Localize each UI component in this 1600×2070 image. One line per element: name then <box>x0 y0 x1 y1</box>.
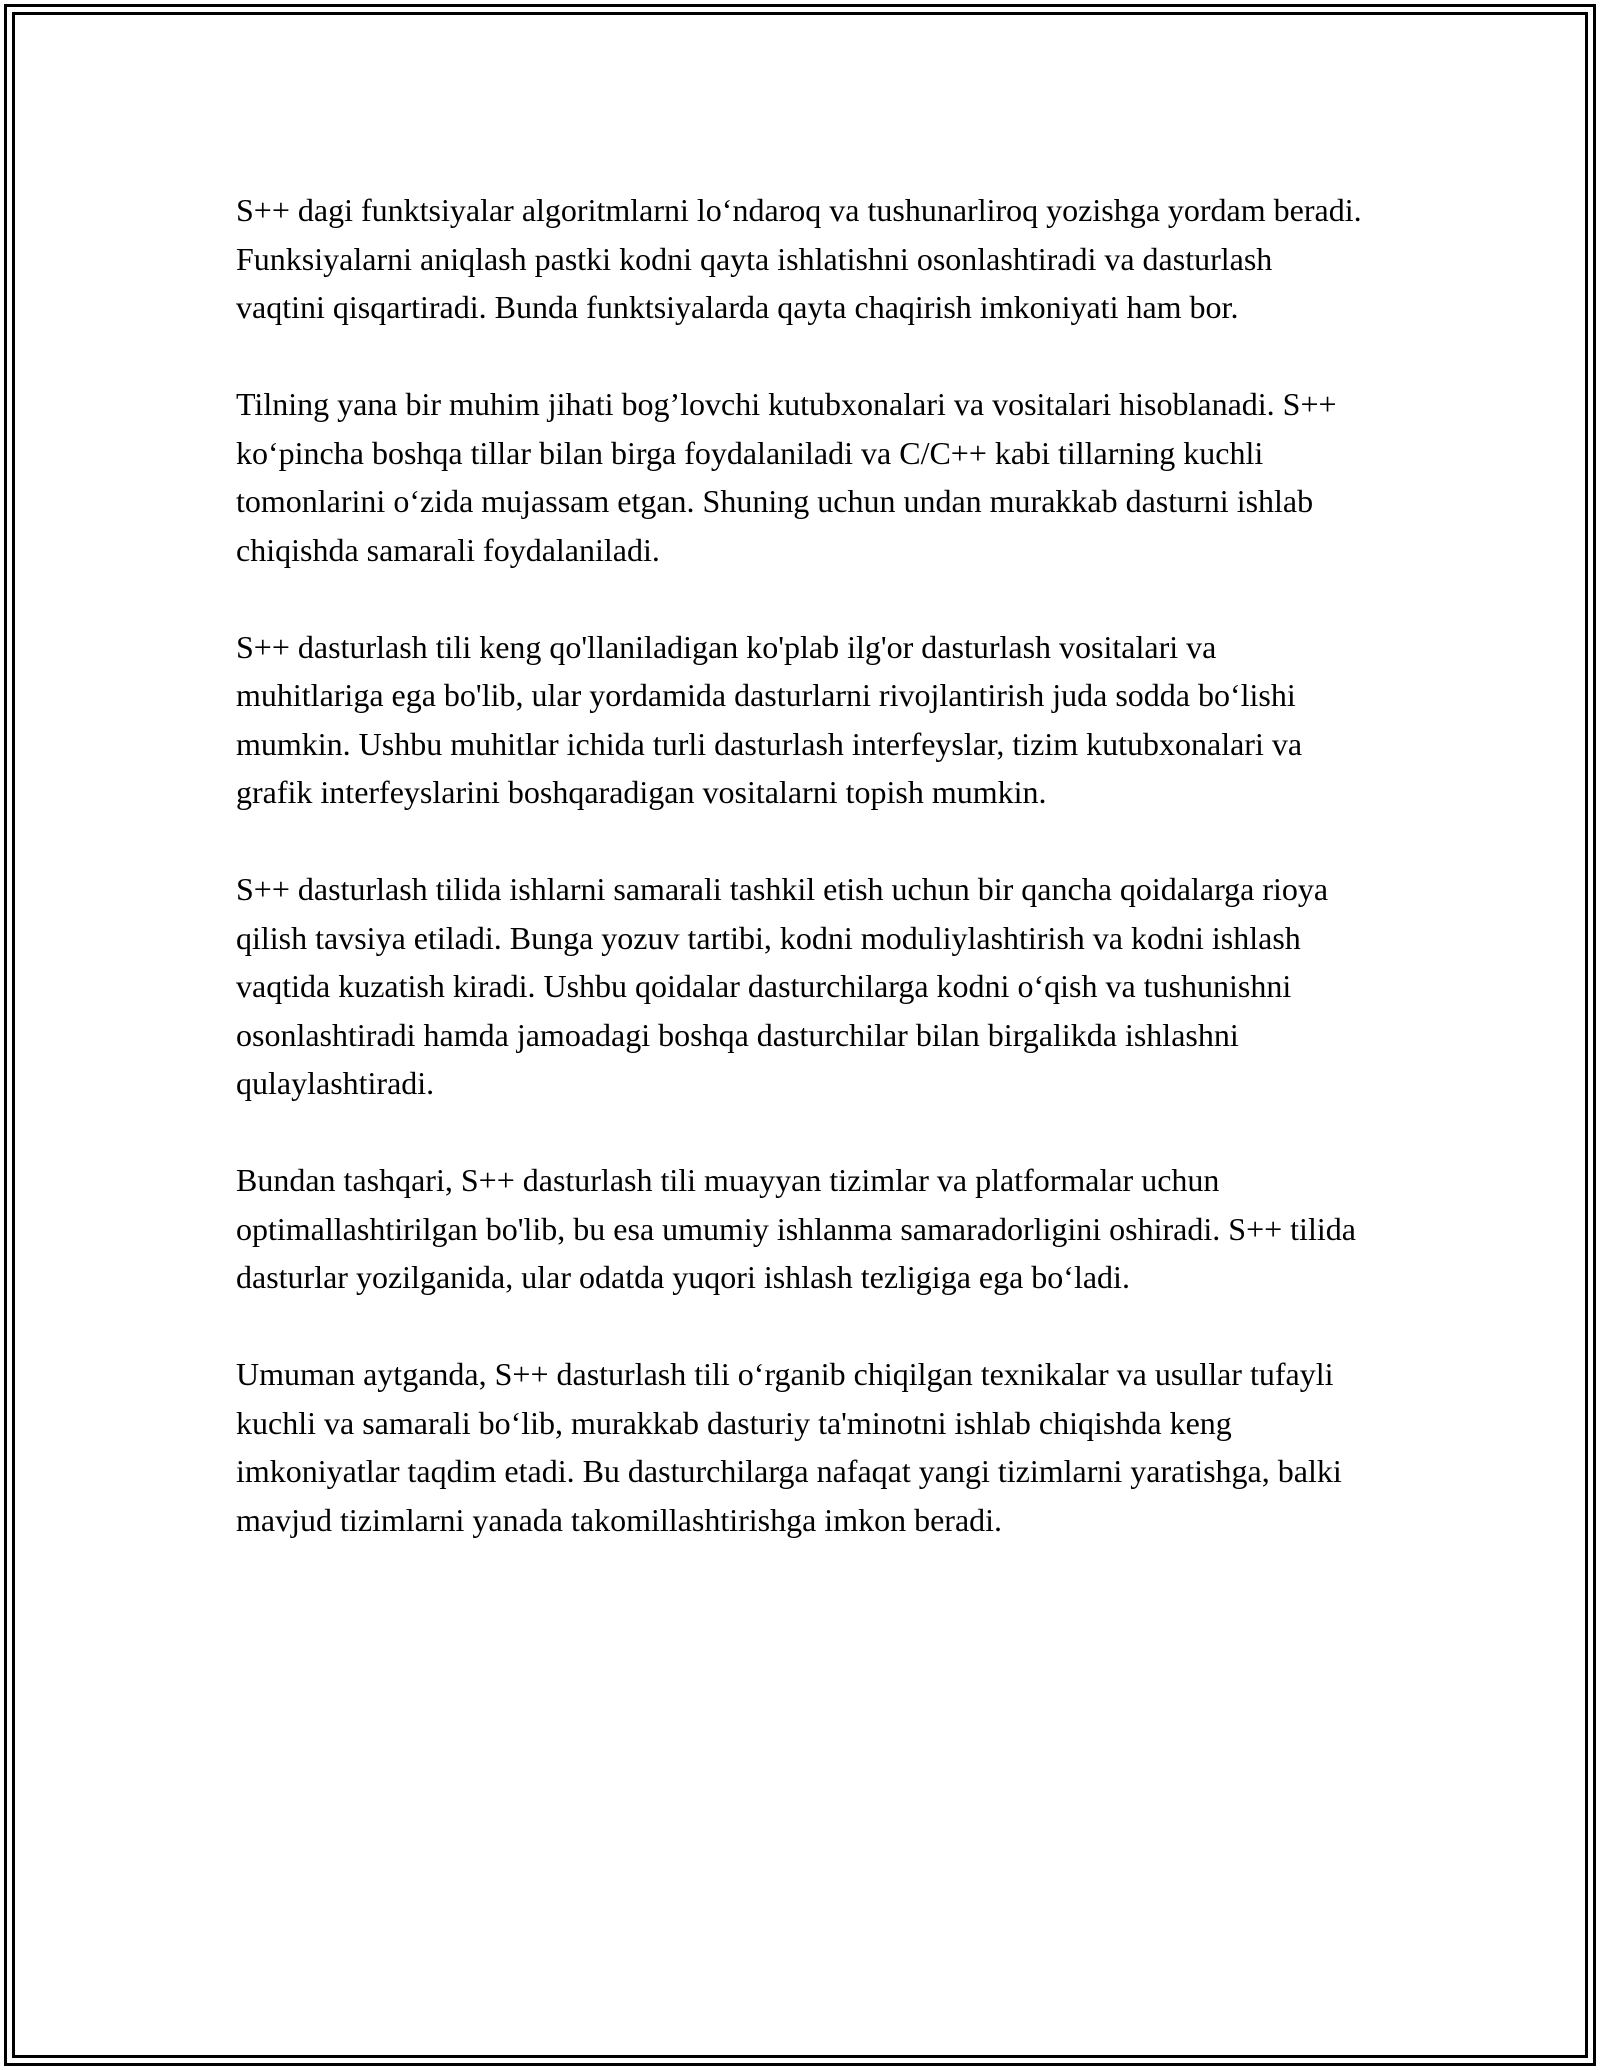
paragraph-conclusion: Umuman aytganda, S++ dasturlash tili o‘rganib chiqilgan texnikalar va usullar tufayli kuchli va samarali bo‘lib, murakkab dasturiy ta'minotni ishlab chiqishda keng imkoniyatlar taqdim etadi. Bu dasturchilarga nafaqat yangi tizimlarni yaratishga, balki mavjud tizimlarni yanada takomillashtirishga imkon beradi. <box>236 1356 1342 1538</box>
paragraph-functions: S++ dagi funktsiyalar algoritmlarni lo‘ndaroq va tushunarliroq yozishga yordam beradi. Funksiyalarni aniqlash pastki kodni qayta ishlatishni osonlashtiradi va dasturlash vaqtini qisqartiradi. Bunda funktsiyalarda qayta chaqirish imkoniyati ham bor. <box>236 192 1362 325</box>
paragraph-rules: S++ dasturlash tilida ishlarni samarali tashkil etish uchun bir qancha qoidalarga rioya qilish tavsiya etiladi. Bunga yozuv tartibi, kodni moduliylashtirish va kodni ishlash vaqtida kuzatish kiradi. Ushbu qoidalar dasturchilarga kodni o‘qish va tushunishni osonlashtiradi hamda jamoadagi boshqa dasturchilar bilan birgalikda ishlashni qulaylashtiradi. <box>236 871 1329 1101</box>
paragraph-optimization: Bundan tashqari, S++ dasturlash tili muayyan tizimlar va platformalar uchun optimallashtirilgan bo'lib, bu esa umumiy ishlanma samaradorligini oshiradi. S++ tilida dasturlar yozilganida, ular odatda yuqori ishlash tezligiga ega bo‘ladi. <box>236 1162 1356 1295</box>
paragraph-tools: S++ dasturlash tili keng qo'llaniladigan ko'plab ilg'or dasturlash vositalari va muhitlariga ega bo'lib, ular yordamida dasturlarni rivojlantirish juda sodda bo‘lishi mumkin. Ushbu muhitlar ichida turli dasturlash interfeyslar, tizim kutubxonalari va grafik interfeyslarini boshqaradigan vositalarni topish mumkin. <box>236 628 1303 810</box>
document-body <box>236 186 1366 1593</box>
paragraph-libraries: Tilning yana bir muhim jihati bog’lovchi kutubxonalari va vositalari hisoblanadi. S++ ko‘pincha boshqa tillar bilan birga foydalaniladi va C/C++ kabi tillarning kuchli tomonlarini o‘zida mujassam etgan. Shuning uchun undan murakkab dasturni ishlab chiqishda samarali foydalaniladi. <box>236 386 1337 568</box>
